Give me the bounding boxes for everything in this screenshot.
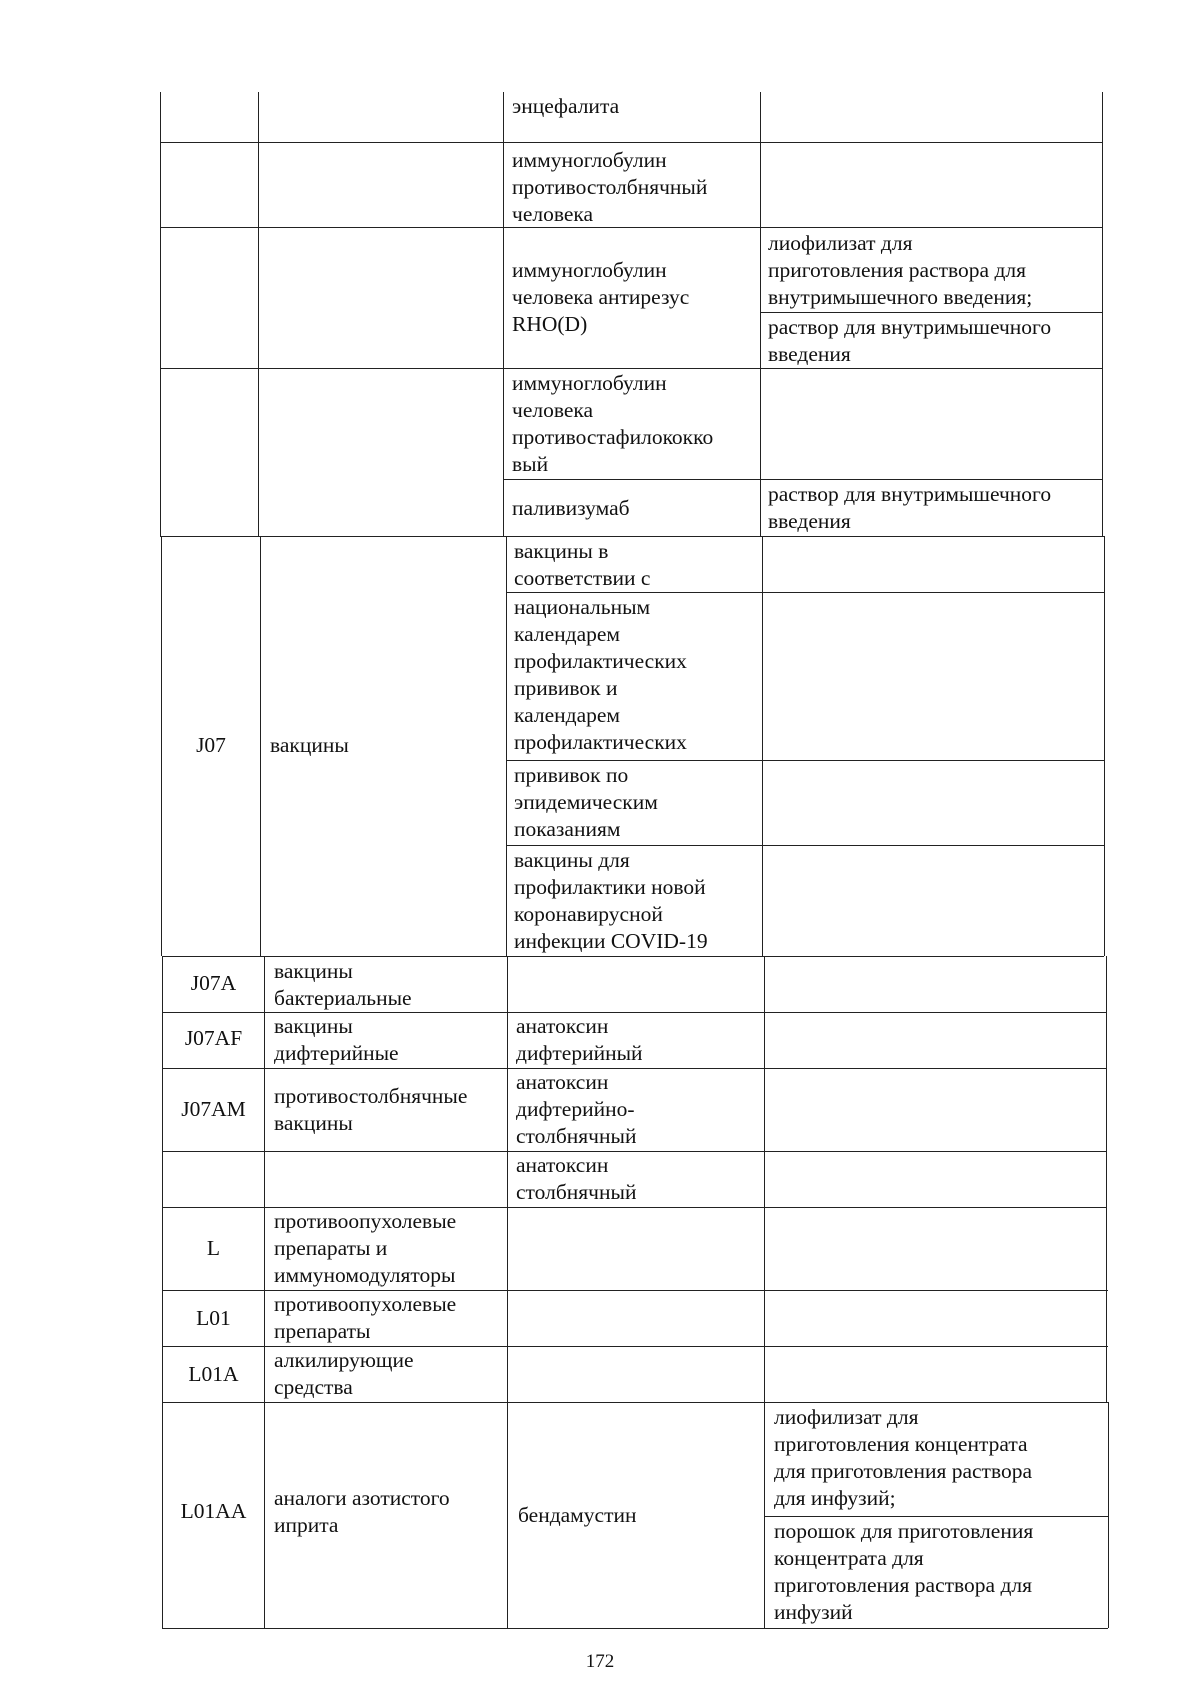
column-border (1108, 1402, 1109, 1628)
atc-code: J07AF (184, 1026, 243, 1050)
drug-name-line: человека антирезус (512, 285, 690, 309)
column-border (264, 956, 265, 1628)
drug-name-line: дифтерийно- (516, 1097, 635, 1121)
cell-divider (503, 479, 1102, 480)
row-divider (160, 536, 1104, 537)
atc-group-line: вакцины (274, 1111, 353, 1135)
cell-divider (764, 1516, 1108, 1517)
atc-code: J07A (190, 971, 237, 995)
atc-code: L01AA (180, 1499, 247, 1523)
drug-name-line: человека (512, 398, 594, 422)
cell-divider (760, 312, 1102, 313)
column-border (764, 956, 765, 1628)
drug-name-line: иммуноглобулин (512, 148, 667, 172)
drug-name-line: столбнячный (516, 1124, 637, 1148)
atc-group: вакцины (270, 733, 349, 757)
drug-name-line: столбнячный (516, 1180, 637, 1204)
drug-name-line: вакцины в (514, 539, 609, 563)
drug-name-line: профилактики новой (514, 875, 706, 899)
dosage-form-line: приготовления раствора для (768, 258, 1026, 282)
atc-code: L01 (196, 1306, 231, 1330)
page-number: 172 (585, 1651, 615, 1672)
drug-name-line: анатоксин (516, 1153, 609, 1177)
drug-name-line: противостафилококко (512, 425, 714, 449)
dosage-form-line: приготовления раствора для (774, 1573, 1032, 1597)
dosage-form-line: введения (768, 342, 851, 366)
atc-group-line: препараты и (274, 1236, 388, 1260)
row-divider (162, 1068, 1106, 1069)
dosage-form-line: внутримышечного введения; (768, 285, 1033, 309)
atc-code: J07AM (181, 1097, 246, 1121)
drug-name-line: прививок и (514, 676, 618, 700)
drug-name-line: человека (512, 202, 594, 226)
drug-name-line: RHO(D) (512, 312, 588, 336)
drug-name-line: прививок по (514, 763, 629, 787)
dosage-form-line: для приготовления раствора (774, 1459, 1032, 1483)
atc-group-line: противостолбнячные (274, 1084, 468, 1108)
column-border (1104, 536, 1105, 956)
atc-code: L (206, 1236, 221, 1260)
column-border (506, 536, 507, 956)
atc-group-line: вакцины (274, 1014, 353, 1038)
drug-name-line: противостолбнячный (512, 175, 708, 199)
atc-group-line: иммуномодуляторы (274, 1263, 456, 1287)
column-border (503, 92, 504, 536)
row-divider (162, 1151, 1106, 1152)
dosage-form-line: лиофилизат для (768, 231, 913, 255)
drug-name: бендамустин (518, 1503, 637, 1527)
atc-group-line: противоопухолевые (274, 1209, 457, 1233)
drug-name-line: календарем (514, 703, 621, 727)
drug-name-line: энцефалита (512, 94, 620, 118)
column-border (762, 536, 763, 956)
drug-name-line: профилактических (514, 730, 687, 754)
atc-code: J07 (196, 733, 226, 757)
atc-group-line: алкилирующие (274, 1348, 414, 1372)
drug-name-line: иммуноглобулин (512, 371, 667, 395)
drug-name-line: календарем (514, 622, 621, 646)
drug-name-line: анатоксин (516, 1070, 609, 1094)
atc-group-line: препараты (274, 1319, 371, 1343)
row-divider (162, 956, 1104, 957)
column-border (160, 92, 161, 536)
dosage-form-line: приготовления концентрата (774, 1432, 1028, 1456)
atc-code: L01A (188, 1362, 239, 1386)
row-divider (160, 142, 1102, 143)
column-border (1102, 92, 1103, 536)
dosage-form-line: концентрата для (774, 1546, 924, 1570)
row-divider (160, 227, 1102, 228)
atc-group-line: противоопухолевые (274, 1292, 457, 1316)
drug-name-line: иммуноглобулин (512, 258, 667, 282)
atc-group-line: вакцины (274, 959, 353, 983)
row-divider (160, 368, 1102, 369)
dosage-form-line: раствор для внутримышечного (768, 315, 1052, 339)
column-border (760, 92, 761, 536)
drug-name: паливизумаб (512, 496, 630, 520)
drug-name-line: эпидемическим (514, 790, 658, 814)
atc-group-line: бактериальные (274, 986, 412, 1010)
column-border (507, 956, 508, 1628)
drug-name-line: инфекции COVID-19 (514, 929, 708, 953)
drug-name-line: профилактических (514, 649, 687, 673)
column-border (1106, 956, 1107, 1402)
drug-name-line: национальным (514, 595, 651, 619)
dosage-form-line: раствор для внутримышечного (768, 482, 1052, 506)
column-border (260, 536, 261, 956)
dosage-form-line: порошок для приготовления (774, 1519, 1034, 1543)
row-divider (162, 1402, 1108, 1403)
dosage-form-line: инфузий (774, 1600, 853, 1624)
drug-name-line: коронавирусной (514, 902, 663, 926)
cell-divider (506, 760, 1104, 761)
atc-group-line: дифтерийные (274, 1041, 399, 1065)
column-border (258, 92, 259, 536)
dosage-form-line: лиофилизат для (774, 1405, 919, 1429)
drug-name-line: показаниям (514, 817, 621, 841)
drug-name-line: вый (512, 452, 549, 476)
column-border (162, 956, 163, 1628)
atc-group-line: аналоги азотистого (274, 1486, 450, 1510)
drug-name-line: анатоксин (516, 1014, 609, 1038)
dosage-form-line: введения (768, 509, 851, 533)
drug-name-line: вакцины для (514, 848, 630, 872)
dosage-form-line: для инфузий; (774, 1486, 896, 1510)
atc-group-line: иприта (274, 1513, 339, 1537)
drug-name-line: дифтерийный (516, 1041, 643, 1065)
table-bottom-border (162, 1628, 1108, 1629)
drug-name-line: соответствии с (514, 566, 651, 590)
cell-divider (506, 845, 1104, 846)
atc-group-line: средства (274, 1375, 353, 1399)
